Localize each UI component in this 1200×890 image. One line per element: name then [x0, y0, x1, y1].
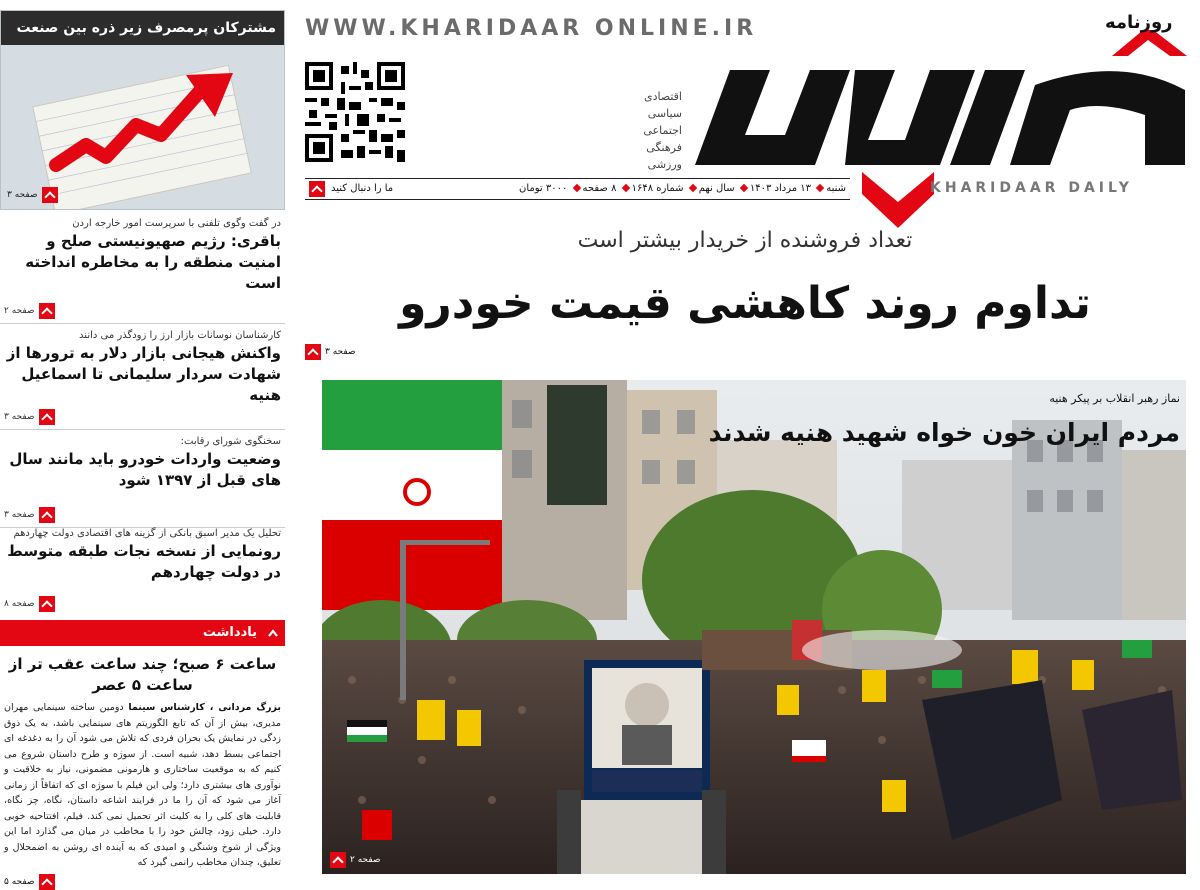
story-headline: واکنش هیجانی بازار دلار به ترورها از شهادت سردار سلیمانی تا اسماعیل هنیه [6, 344, 281, 404]
note-body [0, 700, 285, 871]
dot-separator-icon [740, 184, 748, 192]
section-item[interactable]: ورزشی [647, 158, 682, 171]
chevron-up-icon [267, 627, 279, 639]
page-marker-icon [330, 852, 346, 868]
page-marker-icon [39, 874, 55, 890]
kharidaar-logo[interactable] [690, 30, 1195, 165]
brand-small: روزنامه [1105, 12, 1173, 33]
story-page: صفحه ۸ [4, 596, 55, 612]
story-kicker: کارشناسان نوسانات بازار ارز را زودگذر می دانند [79, 330, 281, 341]
lead-headline[interactable]: تداوم روند کاهشی قیمت خودرو [399, 278, 1091, 329]
note-text: دومین ساخته سینمایی مهران مدیری، بیش از آن که تابع الگوریتم های سینمایی باشد، به یک ذوق زدگی در نمایش یک بحران فردی که تلاش می شود آن را به دغدغه ای اجتماعی بسط دهد، شبیه است. از سوژه و طرح داستان شروع می کنیم که به موقعیت ساختاری و هارمونی مضمونی، نیاز به خلاقیت و نوآوری های بیشتری دارد؛ ولی این فیلم با سوژه ای که اتفاقاً از زمانی آغاز می شود که آن را ما در فرایند اشاعه داستان، نگاه، چز نگاه، قابلیت های کلی را به کلیت اثر تحمیل نمی کند. فیلم، افتتاحیه خوبی دارد. خیلی زود، چالش خود را با مخاطب در میان می گذارد اما این ویژگی از شوخ وشنگی و امیدی که به آینده ای روشن به اضمحلال و تعلیق، چندان مخاطب رانمی گیرد که [4, 702, 281, 868]
energy-teaser-title: مشترکان پرمصرف زیر ذره بین صنعت [1, 11, 284, 45]
daily-wordmark: KHARIDAAR DAILY [930, 180, 1133, 196]
section-item[interactable]: فرهنگی [646, 141, 682, 154]
rising-chart-illustration [1, 45, 284, 209]
note-author: بزرگ مردانی ، کارشناس سینما [128, 702, 281, 713]
photo-page: صفحه ۲ [330, 852, 381, 868]
page-marker-icon [39, 303, 55, 319]
story-headline: باقری: رژیم صهیونیستی صلح و امنیت منطقه را به مخاطره انداخته است [25, 232, 281, 292]
dot-separator-icon [621, 184, 629, 192]
section-item[interactable]: اجتماعی [643, 124, 682, 137]
date-year: سال نهم [698, 183, 735, 194]
date-full: ۱۳ مرداد ۱۴۰۳ [749, 183, 812, 194]
story-kicker: تحلیل یک مدیر اسبق بانکی از گزینه های اقتصادی دولت چهاردهم [13, 528, 281, 539]
story-page: صفحه ۳ [4, 507, 55, 523]
lead-page: صفحه ۳ [305, 344, 356, 360]
date-issue: شماره ۱۶۴۸ [631, 183, 684, 194]
follow-icon[interactable] [309, 181, 325, 197]
photo-title[interactable]: مردم ایران خون خواه شهید هنیه شدند [708, 418, 1180, 447]
note-title[interactable]: ساعت ۶ صبح؛ چند ساعت عقب تر از ساعت ۵ عصر [8, 655, 277, 694]
story-page: صفحه ۲ [4, 303, 55, 319]
page-marker-icon [39, 409, 55, 425]
story-middle-class[interactable] [0, 528, 285, 616]
section-item[interactable]: سیاسی [647, 107, 682, 120]
story-headline: رونمایی از نسخه نجات طبقه متوسط در دولت چهاردهم [7, 542, 281, 581]
date-price: ۳۰۰۰ تومان [518, 183, 568, 194]
lead-subhead: تعداد فروشنده از خریدار بیشتر است [577, 228, 913, 253]
follow-us-link[interactable]: ما را دنبال کنید [331, 183, 394, 194]
left-column [0, 0, 285, 890]
story-headline: وضعیت واردات خودرو باید مانند سال های قبل از ۱۳۹۷ شود [9, 450, 281, 489]
story-baqeri[interactable] [0, 218, 285, 324]
energy-teaser-page: صفحه ۳ [7, 187, 58, 203]
page-marker-icon [39, 596, 55, 612]
energy-teaser[interactable] [0, 10, 285, 210]
section-list [600, 88, 682, 173]
dot-separator-icon [572, 184, 580, 192]
dateline [305, 178, 850, 200]
note-page: صفحه ۵ [4, 874, 55, 890]
date-pages: ۸ صفحه [582, 183, 617, 194]
story-kicker: در گفت وگوی تلفنی با سرپرست امور خارجه اردن [72, 218, 281, 229]
story-kicker: سخنگوی شورای رقابت: [180, 436, 281, 447]
site-url[interactable]: WWW.KHARIDAAR ONLINE.IR [305, 16, 758, 41]
page-marker-icon [305, 344, 321, 360]
daily-chevron-logo [862, 172, 934, 228]
qr-code[interactable] [305, 62, 405, 162]
section-item[interactable]: اقتصادی [643, 90, 682, 103]
dot-separator-icon [816, 184, 824, 192]
page-marker-icon [42, 187, 58, 203]
funeral-crowd-photo[interactable] [322, 380, 1186, 874]
date-day: شنبه [826, 183, 846, 194]
story-page: صفحه ۳ [4, 409, 55, 425]
photo-kicker: نماز رهبر انقلاب بر پیکر هنیه [1049, 392, 1180, 405]
dot-separator-icon [689, 184, 697, 192]
page-marker-icon [39, 507, 55, 523]
note-section-bar: یادداشت [0, 620, 285, 646]
story-car-imports[interactable] [0, 436, 285, 528]
story-dollar-market[interactable] [0, 330, 285, 430]
